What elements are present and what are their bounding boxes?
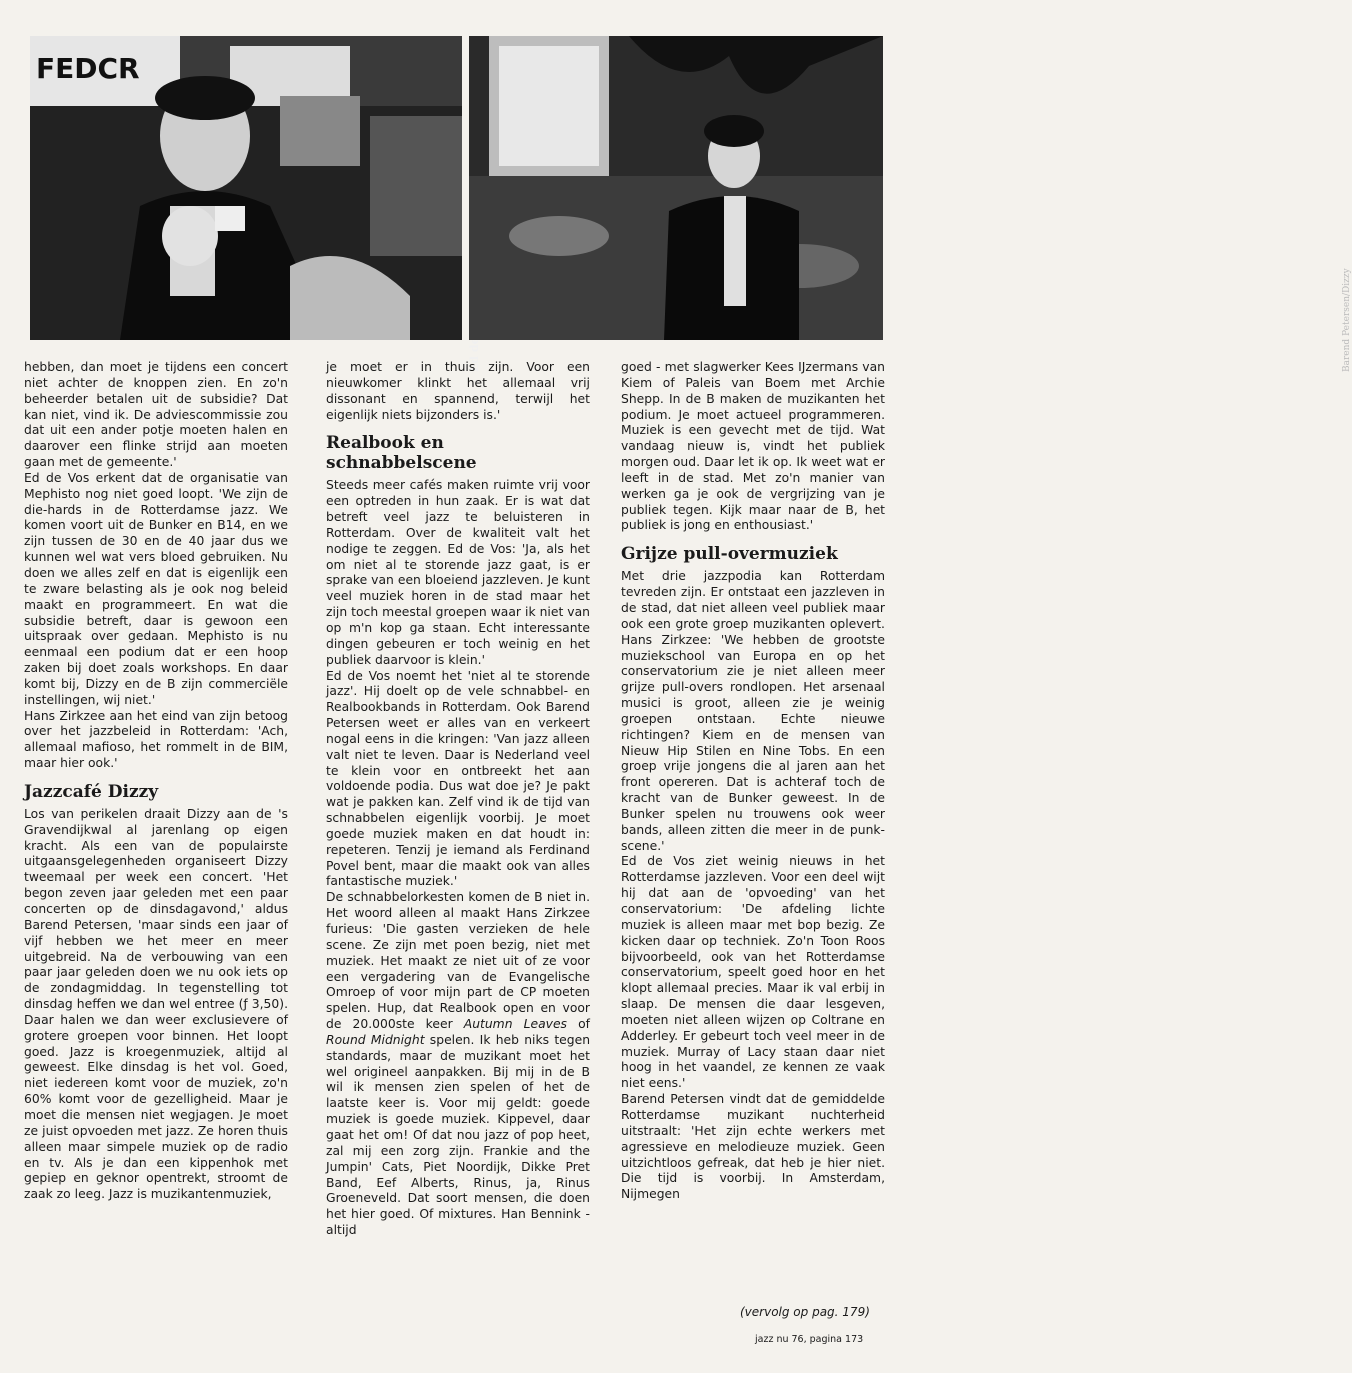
song-title: Round Midnight	[326, 1032, 425, 1047]
paragraph-text: of	[567, 1017, 590, 1032]
paragraph: Steeds meer cafés maken ruimte vrij voor een optreden in hun zaak. Er is wat dat betreft veel jazz te beluisteren in Rotterdam. Over de kwaliteit valt het nodige te zeggen. Ed de Vos: 'Ja, als het om niet al te storende jazz gaat, is er sprake van een bloeiend jazzleven. Je kunt veel muziek horen in de stad maar het zijn toch meestal groepen waar ik niet van op m'n kop ga staan. Echt interessante dingen gebeuren er toch weinig en het publiek daarvoor is klein.'	[326, 478, 590, 667]
paragraph: Ed de Vos ziet weinig nieuws in het Rotterdamse jazzleven. Voor een deel wijt hij dat aan de 'opvoeding' van het conservatorium: 'De afdeling lichte muziek is alleen maar met bop bezig. Ze kicken daar op techniek. Zo'n Toon Roos bijvoorbeeld, ook van het Rotterdamse conservatorium, speelt goed hoor en het klopt allemaal precies. Maar ik val erbij in slaap. De mensen die daar lesgeven, moeten niet alleen wijzen op Coltrane en Adderley. Er gebeurt toch veel meer in de muziek. Murray of Lacy staan daar niet hoog in het vaandel, ze kennen ze vaak niet eens.'	[621, 854, 885, 1091]
continued-note: (vervolg op pag. 179)	[740, 1305, 870, 1319]
paragraph: Ed de Vos erkent dat de organisatie van Mephisto nog niet goed loopt. 'We zijn de die-hards in de Rotterdamse jazz. We komen voort uit de Bunker en B14, en we zijn tussen de 30 en de 40 jaar dus we kunnen wel wat vers bloed gebruiken. Nu doen we alles zelf en dat is eigenlijk een te zware belasting als je ook nog beleid maakt en programmeert. En wat die subsidie betreft, daar is gewoon een uitspraak over gedaan. Mephisto is nu eenmaal een podium dat er een hoop zaken bij doet zoals workshops. En daar komt bij, Dizzy en de B zijn commerciële instellingen, wij niet.'	[24, 470, 288, 707]
song-title: Autumn Leaves	[463, 1017, 567, 1032]
section-heading-realbook: Realbook en schnabbelscene	[326, 433, 477, 474]
paragraph: Hans Zirkzee aan het eind van zijn betoog over het jazzbeleid in Rotterdam: 'Ach, allemaal mafioso, het rommelt in de BIM, maar hier ook.'	[24, 708, 288, 771]
column-2	[326, 360, 590, 1239]
paragraph-text: De schnabbelorkesten komen de B niet in. Het woord alleen al maakt Hans Zirkzee furieus: 'Die gasten verzieken de hele scene. Ze zijn met poen bezig, niet met muziek. Het maakt ze niet uit of ze voor een vergadering van de Evangelische Omroep of voor mijn part de CP moeten spelen. Hup, dat Realbook open en voor de 20.000ste keer	[326, 890, 590, 1032]
section-heading-jazzcafe-dizzy: Jazzcafé Dizzy	[24, 781, 159, 802]
photo-ed-de-vos-image	[30, 36, 462, 340]
column-3	[621, 360, 885, 1203]
page-folio: jazz nu 76, pagina 173	[755, 1334, 864, 1345]
sign-text: FEDCR	[36, 52, 140, 85]
photo-caption-right: Barend Petersen/Dizzy	[1342, 268, 1352, 372]
paragraph-text: spelen. Ik heb niks tegen standards, maar de muzikant moet het wel origineel aanpakken. Bij mij in de B wil ik mensen zien spelen of het de laatste keer is. Voor mij geldt: goede muziek is goede muziek. Kippevel, daar gaat het om! Of dat nou jazz of pop heet, zal mij een zorg zijn. Frankie and the Jumpin' Cats, Piet Noordijk, Dikke Pret Band, Eef Alberts, Rinus, ja, Rinus Groeneveld. Dat soort mensen, die doen het hier goed. Of mixtures. Han Bennink - altijd	[326, 1032, 591, 1238]
photo-barend-petersen-image	[469, 36, 883, 340]
paragraph: goed - met slagwerker Kees IJzermans van Kiem of Paleis van Boem met Archie Shepp. In de B maken de muzikanten het podium. Je moet actueel programmeren. Muziek is een gevecht met de tijd. Wat vandaag nieuw is, vindt het publiek morgen oud. Daar let ik op. Ik weet wat er leeft in de stad. Met zo'n manier van werken ga je ook de vergrijzing van je publiek tegen. Kijk maar naar de B, het publiek is jong en enthousiast.'	[621, 360, 885, 533]
paragraph: je moet er in thuis zijn. Voor een nieuwkomer klinkt het allemaal vrij dissonant en spannend, terwijl het eigenlijk niets bijzonders is.'	[326, 360, 590, 422]
paragraph	[326, 890, 590, 1239]
column-1	[24, 360, 288, 1203]
photo-ed-de-vos	[30, 36, 462, 340]
paragraph: hebben, dan moet je tijdens een concert niet achter de knoppen zien. En zo'n beheerder betalen uit de subsidie? Dat kan niet, vind ik. De adviescommissie zou dat uit een ander potje moeten halen en daarover een flinke strijd aan moeten gaan met de gemeente.'	[24, 360, 288, 470]
paragraph: Los van perikelen draait Dizzy aan de 's Gravendijkwal al jarenlang op eigen kracht. Als een van de populairste uitgaansgelegenheden organiseert Dizzy tweemaal per week een concert. 'Het begon zeven jaar geleden met een paar concerten op de dinsdagavond,' aldus Barend Petersen, 'maar sinds een jaar of vijf hebben we het meer en meer uitgebreid. Na de verbouwing van een paar jaar geleden doen we nu ook iets op de zondagmiddag. In tegenstelling tot dinsdag heffen we dan wel entree (ƒ 3,50). Daar halen we dan weer exclusievere of grotere groepen voor binnen. Het loopt goed. Jazz is kroegenmuziek, altijd al geweest. Elke dinsdag is het vol. Goed, niet iedereen komt voor de muziek, zo'n 60% komt voor de gezelligheid. Maar je moet die mensen niet wegjagen. Je moet ze juist opvoeden met jazz. Ze horen thuis alleen maar simpele muziek op de radio en tv. Als je dan een kippenhok met gepiep en geknor opentrekt, stroomt de zaak zo leeg. Jazz is muzikantenmuziek,	[24, 806, 288, 1202]
photo-barend-petersen	[469, 36, 1352, 372]
section-heading-grijze-pullover: Grijze pull-overmuziek	[621, 544, 838, 565]
paragraph: Ed de Vos noemt het 'niet al te storende jazz'. Hij doelt op de vele schnabbel- en Realbookbands in Rotterdam. Ook Barend Petersen weet er alles van en verkeert nogal eens in die kringen: 'Van jazz alleen valt niet te leven. Daar is Nederland veel te klein voor en ontbreekt het aan voldoende podia. Dus wat doe je? Je pakt wat je pakken kan. Zelf vind ik de tijd van schnabbelen eigenlijk voorbij. Je moet goede muziek maken en dat houdt in: repeteren. Tenzij je iemand als Ferdinand Povel bent, maar die maakt ook van alles fantastische muziek.'	[326, 668, 590, 889]
paragraph: Met drie jazzpodia kan Rotterdam tevreden zijn. Er ontstaat een jazzleven in de stad, dat niet alleen veel publiek maar ook een grote groep muzikanten oplevert. Hans Zirkzee: 'We hebben de grootste muziekschool van Europa en op het conservatorium zie je niet alleen meer grijze pull-overs rondlopen. Het arsenaal musici is groot, alleen zie je weinig groepen ontstaan. Echte nieuwe richtingen? Kiem en de mensen van Nieuw Hip Stilen en Nine Tobs. En een groep vrije jongens die al jaren aan het front opereren. Dat is achteraf toch de kracht van de Bunker geweest. In de Bunker spelen nu trouwens ook weer bands, alleen zitten die meer in de punk-scene.'	[621, 569, 885, 853]
paragraph: Barend Petersen vindt dat de gemiddelde Rotterdamse muzikant nuchterheid uitstraalt: 'Het zijn echte werkers met agressieve en melodieuze muziek. Geen uitzichtloos gefreak, dat heb je hier niet. Die tijd is voorbij. In Amsterdam, Nijmegen	[621, 1092, 885, 1202]
